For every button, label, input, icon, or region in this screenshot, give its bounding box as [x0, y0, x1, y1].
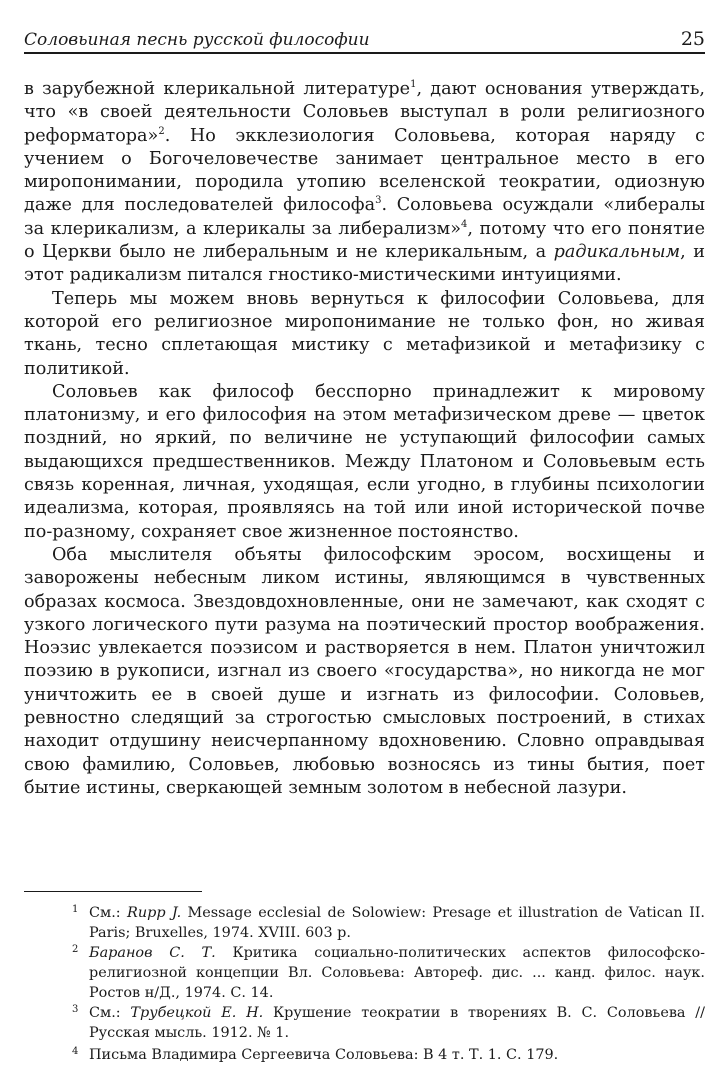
footnote-number: 2: [72, 944, 79, 955]
footnote-ref-2[interactable]: 2: [158, 125, 165, 137]
running-header: [24, 28, 705, 54]
paragraph-4: Оба мыслителя объяты философским эросом, восхищены и заворожены небесным ликом истины, являющимся в чувственных образах космоса. Звездовдохновленные, они не замечают, как сходят с узкого логического пути разума на поэтический простор воображения. Ноэзис увлекается поэзисом и растворяется в нем. Платон уничтожил поэзию в рукописи, изгнал из своего «государства», но никогда не мог уничтожить ее в своей душе и изгнать из философии. Соловьев, ревностно следящий за строгостью смысловых построений, в стихах находит отдушину неисчерпанному вдохновению. Словно оправдывая свою фамилию, Соловьев, любовью возносясь из тины бытия, поет бытие истины, сверкающей земным золотом в небесной лазури.: [24, 544, 705, 798]
footnote-1: 1 См.: Rupp J. Message ecclesial de Solowiew: Presage et illustration de Vatican II. Paris; Bruxelles, 1974. XVIII. 603 p.: [66, 903, 705, 943]
paragraph-2: Теперь мы можем вновь вернуться к философии Соловьева, для которой его религиозное миропонимание не только фон, но живая ткань, тесно сплетающая мистику с метафизикой и метафизику с политикой.: [24, 288, 705, 379]
footnote-4: 4 Письма Владимира Сергеевича Соловьева: В 4 т. Т. 1. С. 179.: [66, 1045, 705, 1065]
running-title: Соловьиная песнь русской философии: [24, 30, 370, 50]
footnote-ref-3[interactable]: 3: [375, 195, 382, 207]
book-page: [24, 0, 705, 1092]
footnote-divider: [24, 891, 202, 892]
main-text: [24, 78, 705, 800]
footnote-author: Трубецкой Е. Н.: [130, 1005, 264, 1021]
footnote-author: Баранов С. Т.: [89, 945, 216, 961]
footnote-author: Rupp J.: [127, 905, 182, 921]
footnote-number: 4: [72, 1046, 79, 1057]
footnote-ref-4[interactable]: 4: [461, 218, 468, 230]
paragraph-1: в зарубежной клерикальной литературе$^1$, дают основания утверждать, что «в своей деятельности Соловьев выступал в роли религиозного реформатора»$^2$. Но экклезиология Соловьева, которая наряду с учением о Богочеловечестве занимает центральное место в его миропонимании, породила утопию вселенской теократии, одиозную даже для последователей философа$^3$. Соловьева осуждали «либералы за клерикализм, а клерикалы за либерализм»$^4$, потому что его понятие о Церкви было не либеральным и не клерикальным, а радикальным, и этот радикализм питался гностико-мистическими интуициями.: [24, 79, 706, 286]
paragraph-3: Соловьев как философ бесспорно принадлежит к мировому платонизму, и его философия на этом метафизическом древе — цветок поздний, но яркий, по величине не уступающий философии самых выдающихся предшественников. Между Платоном и Соловьевым есть связь коренная, личная, уходящая, если угодно, в глубины психологии идеализма, которая, проявляясь на той или иной исторической почве по-разному, сохраняет свое жизненное постоянство.: [24, 381, 705, 542]
footnotes: [66, 903, 705, 1065]
footnote-2: 2 Баранов С. Т. Критика социально-политических аспектов философско-религиозной концепции Вл. Соловьева: Автореф. дис. ... канд. филос. наук. Ростов н/Д., 1974. С. 14.: [66, 943, 705, 1003]
footnote-number: 3: [72, 1004, 79, 1015]
footnote-ref-1[interactable]: 1: [410, 79, 417, 90]
page-number: 25: [680, 28, 705, 50]
footnote-3: 3 См.: Трубецкой Е. Н. Крушение теократии в творениях В. С. Соловьева // Русская мысль. 1912. № 1.: [66, 1003, 705, 1043]
footnote-number: 1: [72, 904, 79, 915]
emphasis-word: радикальным: [553, 242, 681, 263]
